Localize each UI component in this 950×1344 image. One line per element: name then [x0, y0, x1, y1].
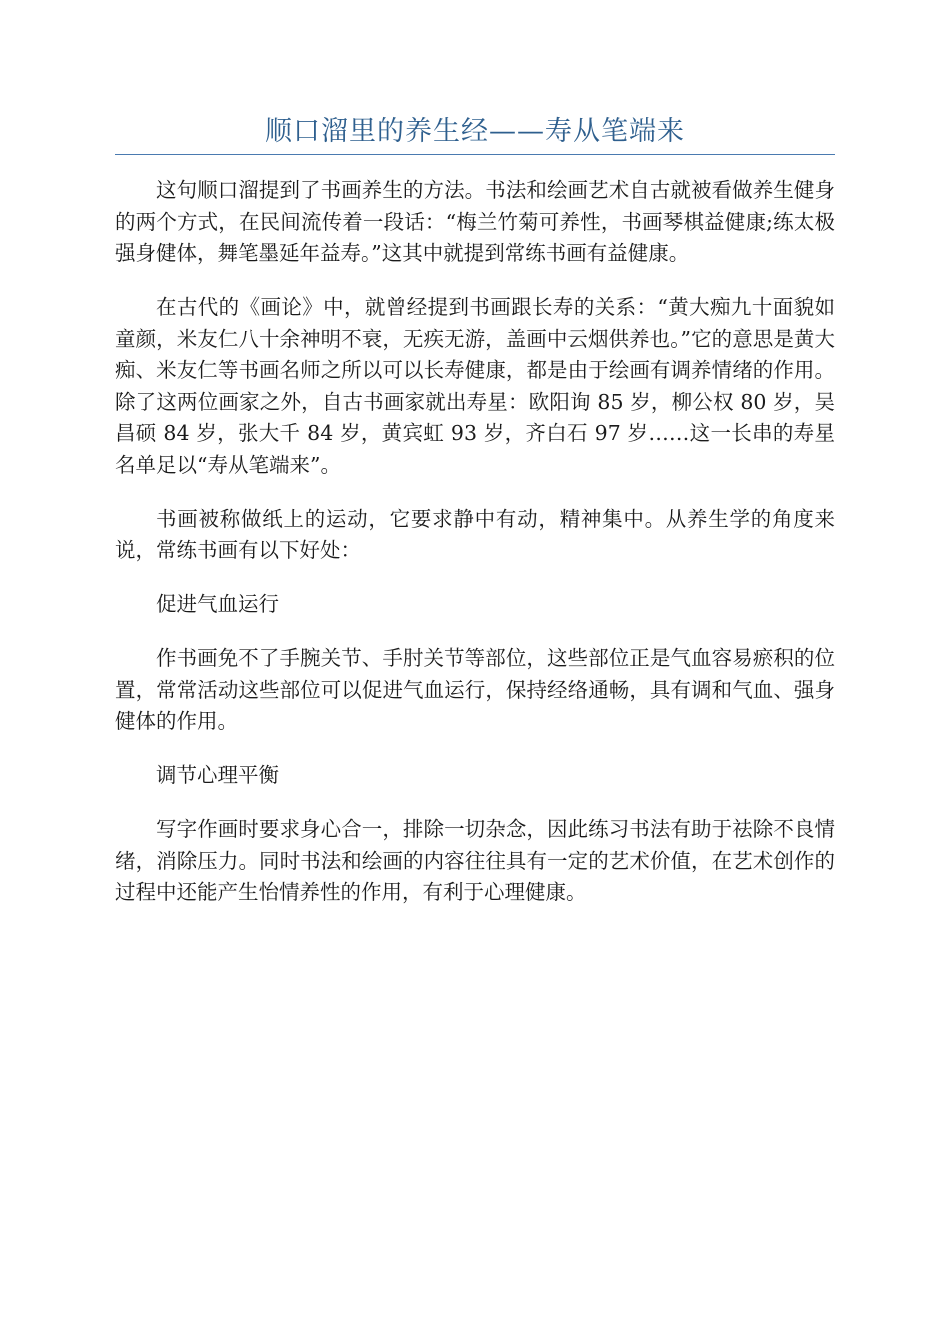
paragraph-history: 在古代的《画论》中，就曾经提到书画跟长寿的关系：“黄大痴九十面貌如童颜，米友仁八十余神明不衰，无疾无游，盖画中云烟供养也。”它的意思是黄大痴、米友仁等书画名师之所以可以长寿健康，都是由于绘画有调养情绪的作用。除了这两位画家之外，自古书画家就出寿星：欧阳询 85 岁，柳公权 80 岁，吴昌硕 84 岁，张大千 84 岁，黄宾虹 93 岁，齐白石 97 岁……这一长串的寿星名单足以“寿从笔端来”。: [115, 295, 835, 477]
paragraph-blood-circulation: 作书画免不了手腕关节、手肘关节等部位，这些部位正是气血容易瘀积的位置，常常活动这些部位可以促进气血运行，保持经络通畅，具有调和气血、强身健体的作用。: [115, 646, 835, 733]
document-body: [115, 175, 835, 909]
paragraph-intro: 这句顺口溜提到了书画养生的方法。书法和绘画艺术自古就被看做养生健身的两个方式，在民间流传着一段话：“梅兰竹菊可养性，书画琴棋益健康;练太极强身健体，舞笔墨延年益寿。”这其中就提到常练书画有益健康。: [115, 178, 835, 265]
paragraph-mental-balance: 写字作画时要求身心合一，排除一切杂念，因此练习书法有助于祛除不良情绪，消除压力。同时书法和绘画的内容往往具有一定的艺术价值，在艺术创作的过程中还能产生怡情养性的作用，有利于心理健康。: [115, 817, 835, 904]
paragraph-benefits: 书画被称做纸上的运动，它要求静中有动，精神集中。从养生学的角度来说，常练书画有以下好处：: [115, 506, 835, 562]
document-page: [115, 112, 835, 931]
subheading-mental-balance: 调节心理平衡: [156, 763, 279, 787]
subheading-blood-circulation: 促进气血运行: [156, 592, 279, 616]
document-title: 顺口溜里的养生经——寿从笔端来: [115, 112, 835, 155]
